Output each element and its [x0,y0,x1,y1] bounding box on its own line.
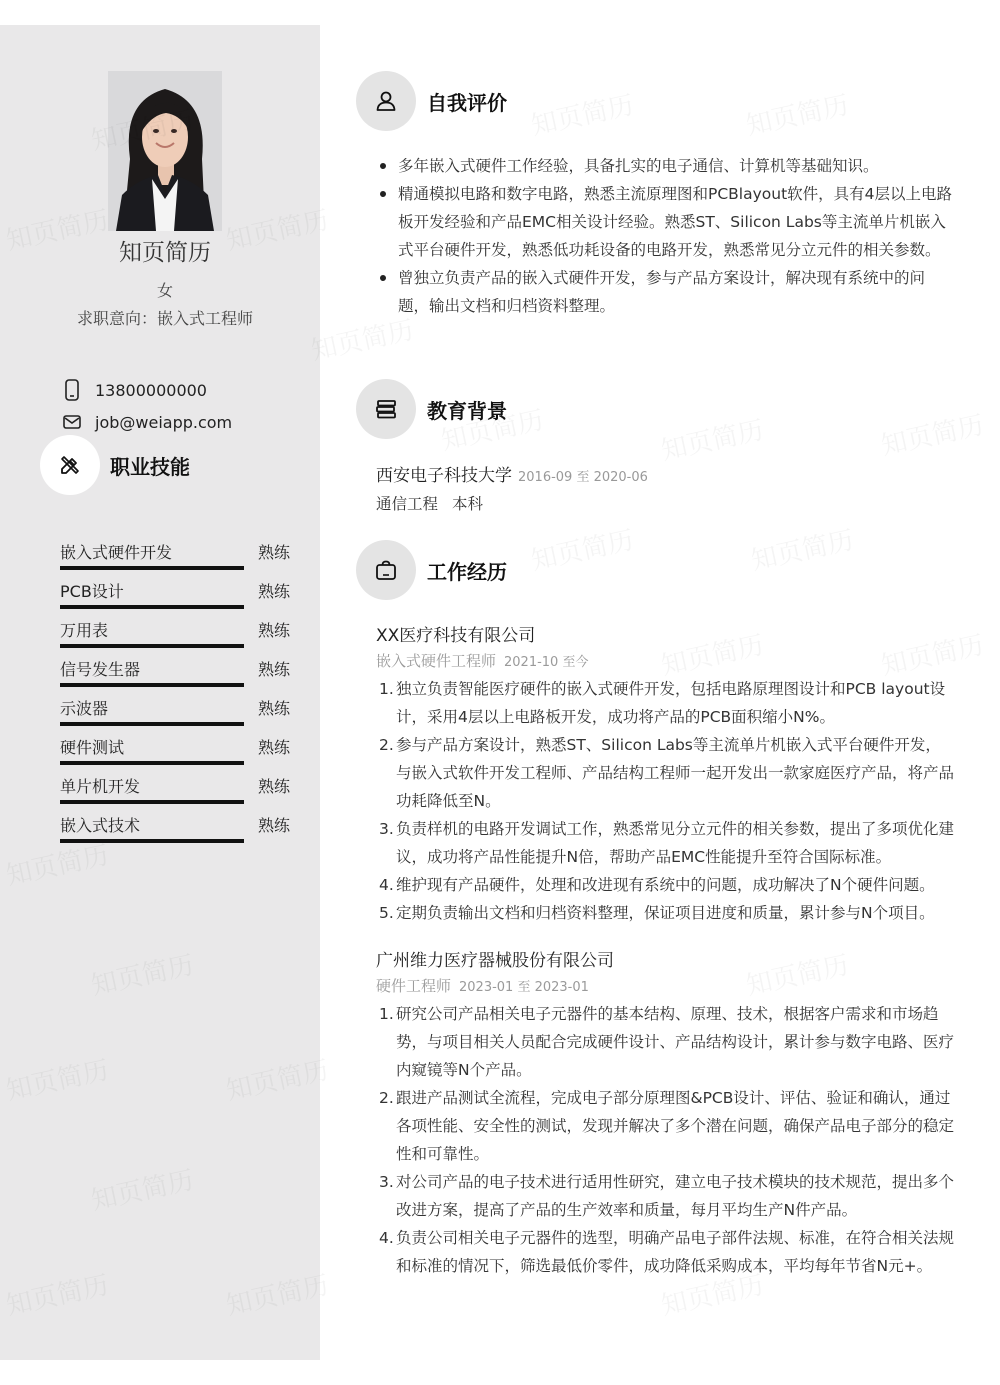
item-number: 4. [379,876,394,894]
skill-bar [60,566,244,570]
list-item: 多年嵌入式硬件工作经验，具备扎实的电子通信、计算机等基础知识。 [380,152,955,180]
skill-bar [60,605,244,609]
work-header [356,540,507,600]
job-role-line [376,650,588,671]
item-number: 1. [379,680,394,698]
item-number: 4. [379,1229,394,1247]
self-eval-list [380,152,955,320]
skill-name: 万用表 [60,621,109,640]
list-item [376,815,956,871]
skill-item [60,774,290,804]
skill-name: 嵌入式硬件开发 [60,543,173,562]
list-item [376,899,956,927]
phone-number: 13800000000 [95,380,207,400]
watermark [657,625,766,683]
watermark [747,520,856,578]
watermark [877,625,986,683]
user-icon [374,89,398,113]
education-dates: 2016-09 至 2020-06 [518,470,648,485]
work-icon-badge [356,540,416,600]
item-number: 3. [379,820,394,838]
job-intent: 求职意向：嵌入式工程师 [76,309,253,328]
watermark [742,945,851,1003]
job-role: 嵌入式硬件工程师 [376,652,497,670]
skill-level: 熟练 [257,699,290,718]
skill-item [60,579,290,609]
watermark [877,405,986,463]
skills-icon-badge [40,435,100,495]
list-item [376,1168,956,1224]
skill-item [60,618,290,648]
item-text: 负责样机的电路开发调试工作，熟悉常见分立元件的相关参数，提出了多项优化建议，成功将产品性能提升N倍，帮助产品EMC性能提升至符合国际标准。 [396,820,955,866]
job-duties-list [376,675,956,927]
item-number: 1. [379,1005,394,1023]
education-title: 教育背景 [427,398,507,423]
skill-bar [60,761,244,765]
sidebar [0,25,320,1360]
skill-level: 熟练 [257,582,290,601]
education-school-line [376,461,648,486]
candidate-name: 知页简历 [119,240,211,266]
list-item [376,1000,956,1084]
skill-item [60,657,290,687]
job-role-line [376,975,589,996]
self-eval-title: 自我评价 [427,90,507,115]
email-contact [62,410,232,434]
phone-contact [62,378,207,402]
watermark [742,85,851,143]
skill-item [60,696,290,726]
major: 通信工程 [376,495,439,513]
work-title: 工作经历 [427,559,507,584]
skill-name: 单片机开发 [60,777,141,796]
item-text: 参与产品方案设计，熟悉ST、Silicon Labs等主流单片机嵌入式平台硬件开发，与嵌入式软件开发工程师、产品结构工程师一起开发出一款家庭医疗产品，将产品功耗降低至N。 [396,736,955,810]
watermark [527,520,636,578]
self-eval-header [356,71,507,131]
watermark [527,85,636,143]
item-text: 独立负责智能医疗硬件的嵌入式硬件开发，包括电路原理图设计和PCB layout设计，采用4层以上电路板开发，成功将产品的PCB面积缩小N%。 [396,680,946,726]
job-duties-list [376,1000,956,1280]
item-text: 研究公司产品相关电子元器件的基本结构、原理、技术，根据客户需求和市场趋势，与项目相关人员配合完成硬件设计、产品结构设计，累计参与数字电路、医疗内窥镜等N个产品。 [396,1005,955,1079]
item-text: 跟进产品测试全流程，完成电子部分原理图&PCB设计、评估、验证和确认，通过各项性能、安全性的测试，发现并解决了多个潜在问题，确保产品电子部分的稳定性和可靠性。 [396,1089,955,1163]
skill-name: PCB设计 [60,582,124,601]
skill-bar [60,644,244,648]
list-item [376,1224,956,1280]
item-text: 维护现有产品硬件，处理和改进现有系统中的问题，成功解决了N个硬件问题。 [396,876,935,894]
skill-level: 熟练 [257,621,290,640]
list-item [376,871,956,899]
skills-title: 职业技能 [110,454,190,479]
skills-header [40,435,190,495]
skill-level: 熟练 [257,738,290,757]
pencil-ruler-icon [58,453,82,477]
skill-name: 嵌入式技术 [60,816,141,835]
skill-item [60,735,290,765]
education-header [356,379,507,439]
item-number: 5. [379,904,394,922]
degree: 本科 [452,495,484,513]
list-item [376,675,956,731]
education-icon-badge [356,379,416,439]
company-name: XX医疗科技有限公司 [376,626,536,646]
item-number: 2. [379,1089,394,1107]
skill-name: 信号发生器 [60,660,141,679]
skill-level: 熟练 [257,777,290,796]
mail-icon [62,410,82,434]
watermark [657,410,766,468]
school-name: 西安电子科技大学 [376,466,512,486]
email-address: job@weiapp.com [95,412,233,432]
briefcase-icon [374,558,398,582]
item-number: 2. [379,736,394,754]
skill-bar [60,800,244,804]
list-item: 曾独立负责产品的嵌入式硬件开发，参与产品方案设计，解决现有系统中的问题，输出文档和归档资料整理。 [380,264,955,320]
gender: 女 [156,281,173,300]
list-item [376,1084,956,1168]
job-role: 硬件工程师 [376,977,452,995]
skill-bar [60,722,244,726]
skill-level: 熟练 [257,660,290,679]
skill-level: 熟练 [257,816,290,835]
item-text: 负责公司相关电子元器件的选型，明确产品电子部件法规、标准，在符合相关法规和标准的情况下，筛选最低价零件，成功降低采购成本，平均每年节省N元+。 [396,1229,955,1275]
skill-item [60,813,290,843]
avatar [108,71,222,231]
phone-icon [62,378,82,402]
item-text: 对公司产品的电子技术进行适用性研究，建立电子技术模块的技术规范，提出多个改进方案，提高了产品的生产效率和质量，每月平均生产N件产品。 [396,1173,955,1219]
education-degree-line [376,492,483,514]
skill-item [60,540,290,570]
skill-level: 熟练 [257,543,290,562]
item-number: 3. [379,1173,394,1191]
company-name: 广州维力医疗器械股份有限公司 [376,951,614,971]
skill-bar [60,839,244,843]
item-text: 定期负责输出文档和归档资料整理，保证项目进度和质量，累计参与N个项目。 [396,904,935,922]
job-dates: 2021-10 至今 [504,655,589,670]
skill-name: 硬件测试 [60,738,125,757]
list-item [376,731,956,815]
self-eval-icon-badge [356,71,416,131]
books-icon [374,397,398,421]
skill-bar [60,683,244,687]
list-item: 精通模拟电路和数字电路，熟悉主流原理图和PCBlayout软件，具有4层以上电路板开发经验和产品EMC相关设计经验。熟悉ST、Silicon Labs等主流单片机嵌入式平台硬件开发，熟悉低功耗设备的电路开发，熟悉常见分立元件的相关参数。 [380,180,955,264]
skill-name: 示波器 [60,699,109,718]
job-dates: 2023-01 至 2023-01 [459,980,589,995]
